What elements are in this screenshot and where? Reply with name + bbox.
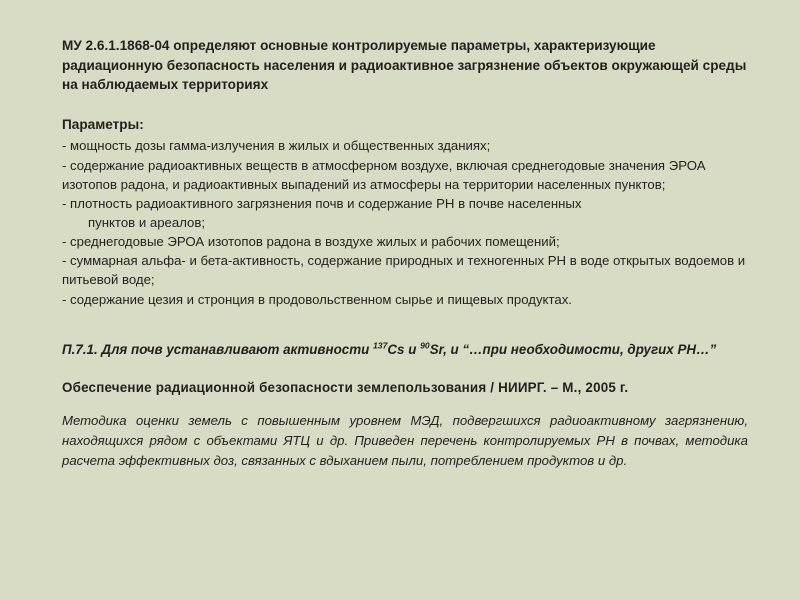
spacer [62,309,748,327]
parameters-list [62,136,748,308]
list-item-line: - суммарная альфа- и бета-активность, содержание природных и техногенных РН в воде [62,253,610,269]
intro-paragraph [62,36,748,95]
isotope-sr-symbol: Sr [429,342,444,358]
list-item [62,251,748,289]
list-item [62,290,748,309]
reference-title: Обеспечение радиационной безопасности землепользования / НИИРГ. – М., 2005 г. [62,379,629,395]
list-item-line: открытых водоемов и питьевой воде; [62,253,746,288]
list-item-line: населенных пунктов; [537,176,666,192]
guideline-code: МУ 2.6.1.1868-04 [62,38,170,53]
list-item-line: - мощность дозы гамма-излучения в жилых и общественных зданиях; [62,138,491,154]
list-item [62,136,748,155]
isotope-137-mass: 137 [373,340,388,351]
rule-suffix: , и “…при необходимости, других РН…” [443,342,717,358]
list-item-line: - среднегодовые ЭРОА изотопов радона в воздухе жилых и рабочих помещений; [62,234,560,250]
list-item [62,194,748,232]
rule-7-1-paragraph [62,340,748,359]
list-item-line: пунктов и ареалов; [88,214,206,230]
list-item-line: значения ЭРОА изотопов радона, и радиоактивных выпадений из атмосферы на территории [62,157,706,192]
rule-prefix: П.7.1. Для почв устанавливают активности [62,342,374,358]
isotope-cs-symbol: Cs [387,342,405,358]
list-item [62,232,748,251]
list-item-line: - содержание цезия и стронция в продовольственном сырье и пищевых продуктах. [62,291,572,307]
parameters-heading: Параметры: [62,117,144,133]
reference-body: Методика оценки земель с повышенным уровнем МЭД, подвергшихся радиоактивному загрязнению, находящихся рядом с объектами ЯТЦ и др. Приведен перечень контролируемых РН в почвах, методика расчета эффективных доз, связанных с вдыханием пыли, потреблением продуктов и др. [62,413,748,468]
isotope-90-mass: 90 [420,340,430,351]
list-item-line: - содержание радиоактивных веществ в атмосферном воздухе, включая среднегодовые [62,157,606,173]
list-item [62,156,748,194]
rule-conjunction: и [404,342,421,358]
intro-text: определяют основные контролируемые параметры, характеризующие радиационную безопасность населения и радиоактивное загрязнение объектов окружающей среды на наблюдаемых территориях [62,38,747,93]
list-item-line: - плотность радиоактивного загрязнения почв и содержание РН в почве населенных [62,195,582,211]
